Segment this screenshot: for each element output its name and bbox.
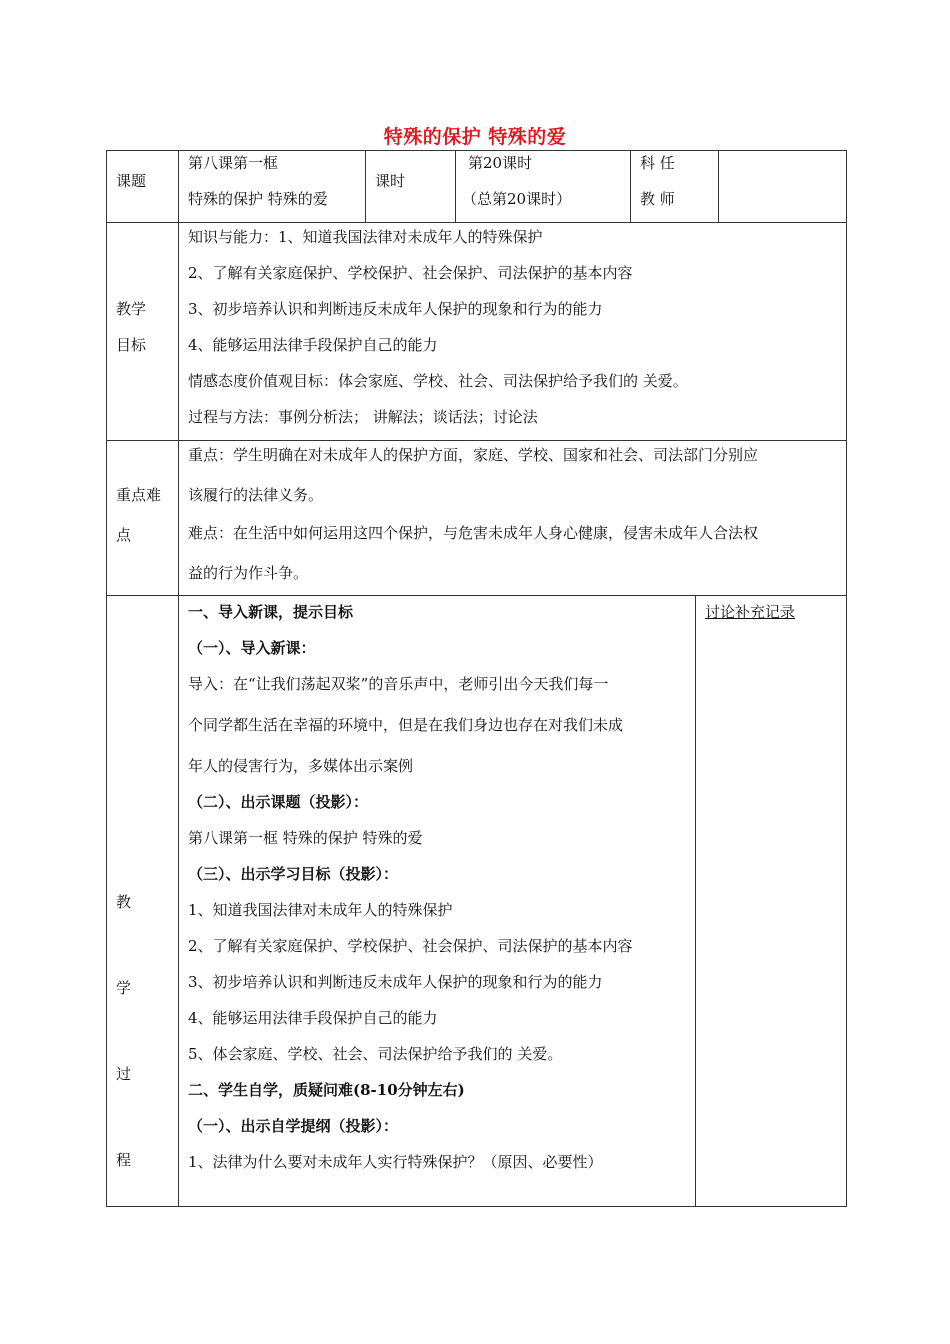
process-line: （一）、出示自学提纲（投影）： xyxy=(188,1117,399,1135)
process-line: 5、体会家庭、学校、社会、司法保护给予我们的 关爱。 xyxy=(188,1045,563,1063)
process-line: 4、能够运用法律手段保护自己的能力 xyxy=(188,1009,438,1027)
process-line: 年人的侵害行为，多媒体出示案例 xyxy=(188,757,414,775)
process-line: 一、导入新课，提示目标 xyxy=(188,603,354,621)
teacher-label-line-1: 科 任 xyxy=(640,154,675,172)
notes-header: 讨论补充记录 xyxy=(705,603,796,621)
process-line: 1、法律为什么要对未成年人实行特殊保护？（原因、必要性） xyxy=(188,1153,603,1171)
row-divider xyxy=(106,595,847,596)
key-point-line: 难点：在生活中如何运用这四个保护，与危害未成年人身心健康，侵害未成年人合法权 xyxy=(188,524,759,542)
topic-label: 课题 xyxy=(116,172,147,190)
period-label: 课时 xyxy=(375,172,406,190)
objective-line: 2、了解有关家庭保护、学校保护、社会保护、司法保护的基本内容 xyxy=(188,264,633,282)
objective-line: 知识与能力：1、知道我国法律对未成年人的特殊保护 xyxy=(188,228,543,246)
teacher-label-line-2: 教 师 xyxy=(640,190,675,208)
process-label-char: 教 xyxy=(116,893,132,911)
key-point-line: 重点：学生明确在对未成年人的保护方面，家庭、学校、国家和社会、司法部门分别应 xyxy=(188,446,759,464)
column-divider xyxy=(365,150,366,222)
key-points-label-line-2: 点 xyxy=(116,526,132,544)
process-label-char: 过 xyxy=(116,1065,132,1083)
process-line: 第八课第一框 特殊的保护 特殊的爱 xyxy=(188,829,423,847)
period-line-2: （总第20课时） xyxy=(462,190,572,208)
process-line: （三）、出示学习目标（投影）： xyxy=(188,865,399,883)
row-divider xyxy=(106,440,847,441)
key-points-label-line-1: 重点难 xyxy=(116,486,162,504)
period-line-1: 第20课时 xyxy=(468,154,533,172)
process-line: 个同学都生活在幸福的环境中，但是在我们身边也存在对我们未成 xyxy=(188,716,624,734)
objectives-label-line-1: 教学 xyxy=(116,300,147,318)
objective-line: 过程与方法：事例分析法； 讲解法；谈话法；讨论法 xyxy=(188,408,538,426)
process-line: 3、初步培养认识和判断违反未成年人保护的现象和行为的能力 xyxy=(188,973,603,991)
process-label-char: 程 xyxy=(116,1151,132,1169)
column-divider xyxy=(695,595,696,1207)
process-line: 导入：在“让我们荡起双桨”的音乐声中，老师引出今天我们每一 xyxy=(188,675,609,693)
objectives-label-line-2: 目标 xyxy=(116,336,147,354)
process-line: 1、知道我国法律对未成年人的特殊保护 xyxy=(188,901,453,919)
column-divider xyxy=(178,150,179,1207)
lesson-line-1: 第八课第一框 xyxy=(188,154,279,172)
process-line: 2、了解有关家庭保护、学校保护、社会保护、司法保护的基本内容 xyxy=(188,937,633,955)
process-line: （一）、导入新课： xyxy=(188,639,316,657)
objective-line: 3、初步培养认识和判断违反未成年人保护的现象和行为的能力 xyxy=(188,300,603,318)
key-point-line: 益的行为作斗争。 xyxy=(188,564,309,582)
key-point-line: 该履行的法律义务。 xyxy=(188,486,324,504)
document-title: 特殊的保护 特殊的爱 xyxy=(383,126,567,148)
objective-line: 情感态度价值观目标：体会家庭、学校、社会、司法保护给予我们的 关爱。 xyxy=(188,372,688,390)
process-line: （二）、出示课题（投影）： xyxy=(188,793,369,811)
column-divider xyxy=(718,150,719,222)
column-divider xyxy=(630,150,631,222)
process-label-char: 学 xyxy=(116,979,132,997)
column-divider xyxy=(455,150,456,222)
lesson-line-2: 特殊的保护 特殊的爱 xyxy=(188,190,328,208)
row-divider xyxy=(106,222,847,223)
process-line: 二、学生自学，质疑问难(8-10分钟左右) xyxy=(188,1081,465,1099)
objective-line: 4、能够运用法律手段保护自己的能力 xyxy=(188,336,438,354)
